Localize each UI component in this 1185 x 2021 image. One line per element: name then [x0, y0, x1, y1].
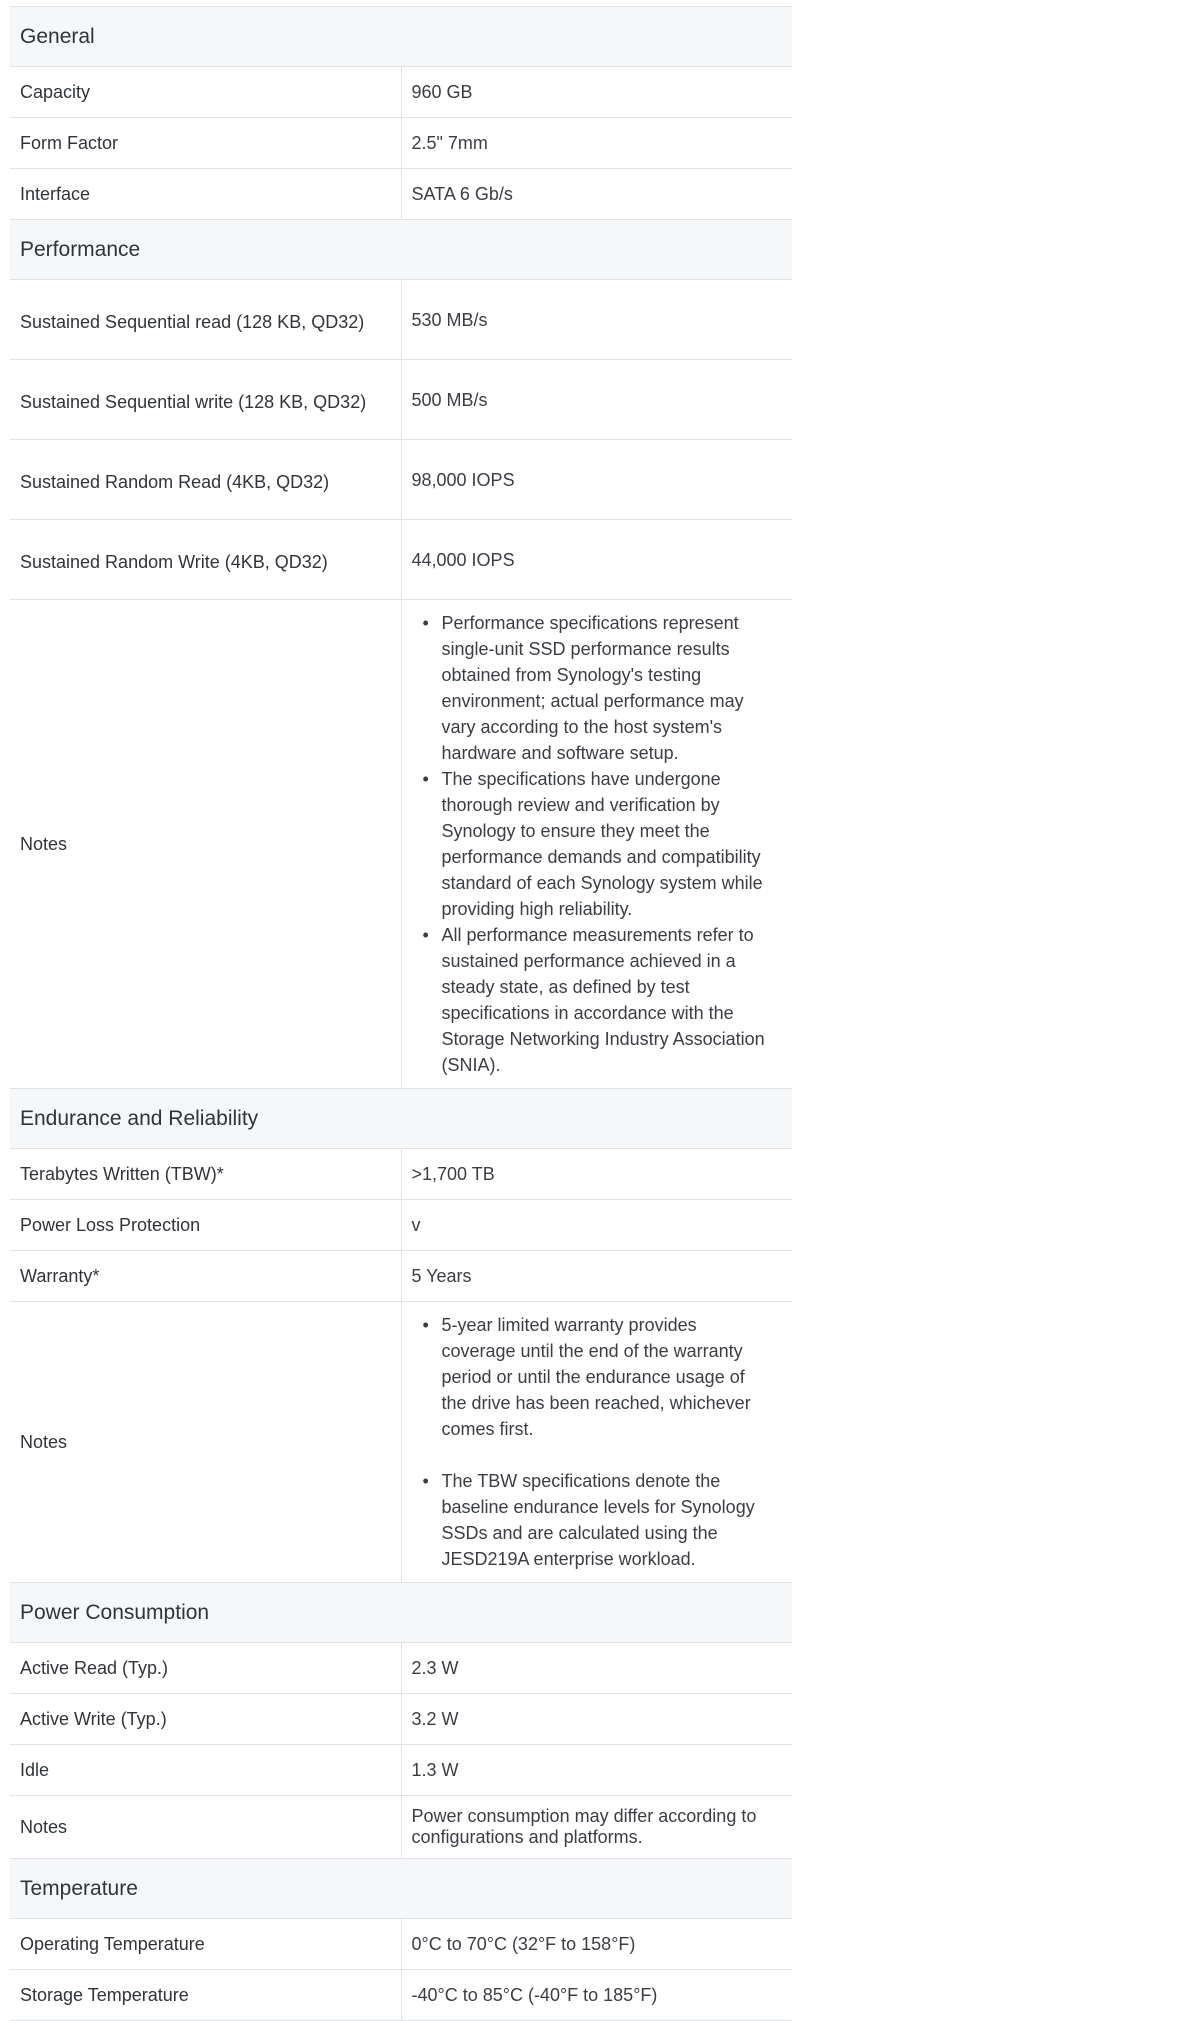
notes-row [10, 600, 792, 1089]
spec-row [10, 1643, 792, 1694]
section-title: Performance [10, 220, 792, 280]
spec-row [10, 1694, 792, 1745]
spec-label: Terabytes Written (TBW)* [10, 1149, 401, 1200]
spec-table [10, 6, 792, 2021]
section-temperature [10, 1859, 792, 1919]
section-general [10, 7, 792, 67]
spec-value: 0°C to 70°C (32°F to 158°F) [401, 1919, 792, 1970]
section-power-consumption [10, 1583, 792, 1643]
spec-label: Operating Temperature [10, 1919, 401, 1970]
spec-label: Idle [10, 1745, 401, 1796]
section-title: Temperature [10, 1859, 792, 1919]
spec-row [10, 1200, 792, 1251]
spec-label: Capacity [10, 67, 401, 118]
spec-row [10, 440, 792, 520]
spec-value: 2.5" 7mm [401, 118, 792, 169]
spec-row [10, 1970, 792, 2021]
spec-value: -40°C to 85°C (-40°F to 185°F) [401, 1970, 792, 2021]
spec-value: 530 MB/s [401, 280, 792, 360]
spec-label: Sustained Random Read (4KB, QD32) [10, 440, 401, 520]
spec-label: Warranty* [10, 1251, 401, 1302]
spec-row [10, 67, 792, 118]
spec-label: Sustained Random Write (4KB, QD32) [10, 520, 401, 600]
notes-list [412, 600, 783, 1088]
spec-value: 5 Years [401, 1251, 792, 1302]
notes-list [412, 1302, 783, 1582]
spec-row [10, 520, 792, 600]
spec-row [10, 1919, 792, 1970]
spec-row [10, 280, 792, 360]
note-item: • All performance measurements refer to sustained performance achieved in a steady state, as defined by test specifications in accordance with the Storage Networking Industry Association (SNIA). [422, 922, 775, 1078]
notes-cell [401, 1302, 792, 1583]
spec-value: 500 MB/s [401, 360, 792, 440]
spec-value: 3.2 W [401, 1694, 792, 1745]
spec-value: 2.3 W [401, 1643, 792, 1694]
spec-label: Form Factor [10, 118, 401, 169]
spec-value: 1.3 W [401, 1745, 792, 1796]
section-title: Power Consumption [10, 1583, 792, 1643]
spec-label: Storage Temperature [10, 1970, 401, 2021]
notes-row [10, 1302, 792, 1583]
spec-row [10, 1745, 792, 1796]
spec-value: v [401, 1200, 792, 1251]
notes-label: Notes [10, 600, 401, 1089]
spec-row [10, 360, 792, 440]
note-item: • The specifications have undergone thorough review and verification by Synology to ensure they meet the performance demands and compatibility standard of each Synology system while providing high reliability. [422, 766, 775, 922]
spec-value: 98,000 IOPS [401, 440, 792, 520]
notes-label: Notes [10, 1302, 401, 1583]
spec-value: >1,700 TB [401, 1149, 792, 1200]
notes-cell [401, 600, 792, 1089]
spec-row [10, 169, 792, 220]
notes-label: Notes [10, 1796, 401, 1859]
section-performance [10, 220, 792, 280]
spec-row [10, 118, 792, 169]
section-title: General [10, 7, 792, 67]
spec-label: Sustained Sequential write (128 KB, QD32) [10, 360, 401, 440]
spec-value: 960 GB [401, 67, 792, 118]
spec-label: Power Loss Protection [10, 1200, 401, 1251]
spec-label: Sustained Sequential read (128 KB, QD32) [10, 280, 401, 360]
spec-value: 44,000 IOPS [401, 520, 792, 600]
spec-row [10, 1149, 792, 1200]
note-item: • The TBW specifications denote the baseline endurance levels for Synology SSDs and are calculated using the JESD219A enterprise workload. [422, 1468, 775, 1572]
spec-value: SATA 6 Gb/s [401, 169, 792, 220]
spec-label: Active Read (Typ.) [10, 1643, 401, 1694]
spec-row [10, 1251, 792, 1302]
section-title: Endurance and Reliability [10, 1089, 792, 1149]
note-item: • Performance specifications represent single-unit SSD performance results obtained from Synology's testing environment; actual performance may vary according to the host system's hardware and software setup. [422, 610, 775, 766]
notes-text: Power consumption may differ according to configurations and platforms. [401, 1796, 792, 1859]
spec-label: Active Write (Typ.) [10, 1694, 401, 1745]
notes-row [10, 1796, 792, 1859]
note-item: • 5-year limited warranty provides coverage until the end of the warranty period or until the endurance usage of the drive has been reached, whichever comes first. [422, 1312, 775, 1442]
spec-label: Interface [10, 169, 401, 220]
section-endurance-reliability [10, 1089, 792, 1149]
